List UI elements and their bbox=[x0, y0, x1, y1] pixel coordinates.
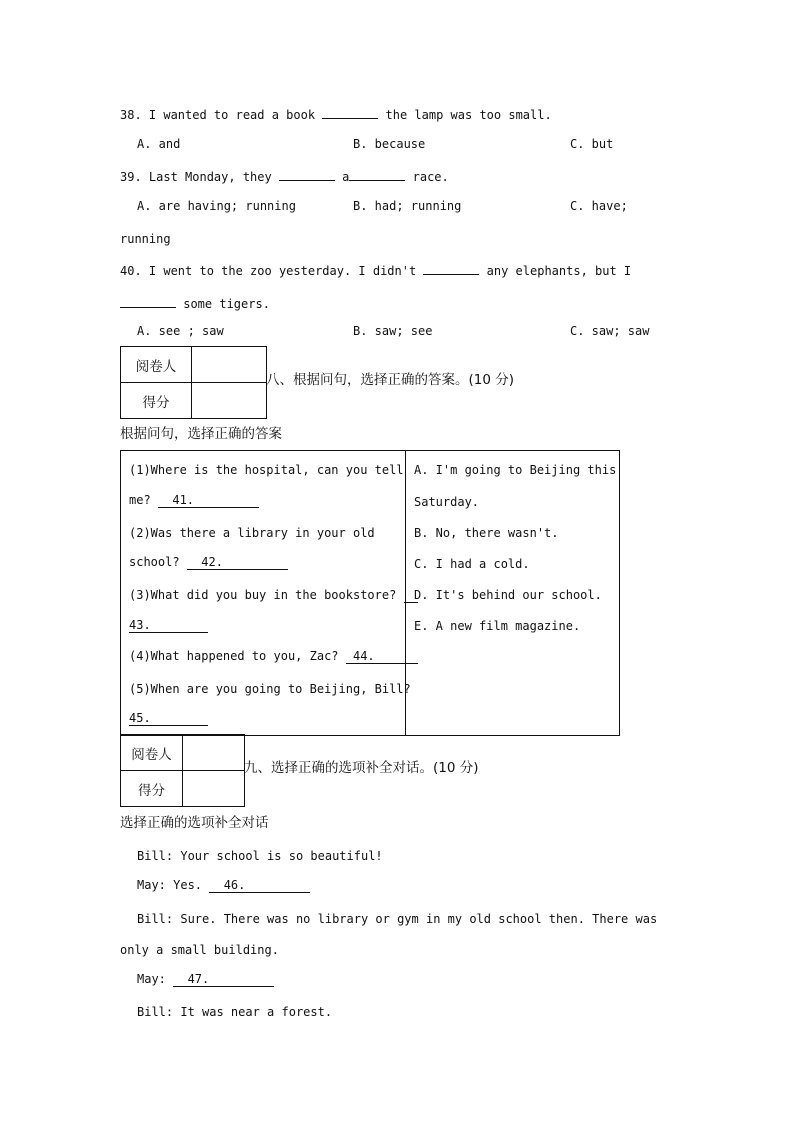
dialog-line: Bill: Your school is so beautiful! bbox=[137, 849, 383, 863]
score-label: 得分 bbox=[121, 383, 192, 419]
option-a: A. are having; running bbox=[137, 199, 296, 213]
match-answer-a-cont: Saturday. bbox=[414, 495, 480, 509]
answer-blank bbox=[120, 295, 176, 308]
score-box bbox=[120, 346, 267, 419]
grader-label: 阅卷人 bbox=[121, 735, 183, 771]
match-question-2-cont: school? 42. bbox=[129, 555, 288, 569]
match-question-5: (5)When are you going to Beijing, Bill? bbox=[129, 682, 418, 696]
answer-blank bbox=[423, 262, 479, 275]
option-b: B. saw; see bbox=[353, 324, 433, 338]
score-cell bbox=[183, 771, 245, 807]
option-c: C. saw; saw bbox=[570, 324, 650, 338]
dialog-line: May: Yes. 46. bbox=[137, 878, 310, 892]
answer-blank bbox=[322, 106, 378, 119]
option-b: B. because bbox=[353, 137, 426, 151]
option-b: B. had; running bbox=[353, 199, 462, 213]
option-c-wrap: running bbox=[120, 232, 171, 246]
answer-blank bbox=[349, 168, 405, 181]
match-answer-a: A. I'm going to Beijing this bbox=[414, 463, 617, 477]
grader-cell bbox=[192, 347, 267, 383]
dialog-line: May: 47. bbox=[137, 972, 274, 986]
match-question-3: (3)What did you buy in the bookstore? bbox=[129, 588, 418, 602]
dialog-line: Bill: Sure. There was no library or gym in my old school then. There was bbox=[137, 912, 658, 926]
answer-blank bbox=[279, 168, 335, 181]
match-answer-e: E. A new film magazine. bbox=[414, 619, 581, 633]
option-c: C. have; bbox=[570, 199, 628, 213]
match-question-2: (2)Was there a library in your old bbox=[129, 526, 375, 540]
match-question-5-cont: 45. bbox=[129, 711, 208, 725]
dialog-line: only a small building. bbox=[120, 943, 279, 957]
grader-label: 阅卷人 bbox=[121, 347, 192, 383]
section-instruction: 根据问句，选择正确的答案 bbox=[120, 426, 282, 442]
score-label: 得分 bbox=[121, 771, 183, 807]
question-39: 39. Last Monday, they a race. bbox=[120, 170, 449, 184]
match-answer-c: C. I had a cold. bbox=[414, 557, 530, 571]
option-a: A. and bbox=[137, 137, 181, 151]
option-a: A. see ; saw bbox=[137, 324, 224, 338]
question-40-cont: some tigers. bbox=[120, 295, 270, 311]
match-question-3-cont: 43. bbox=[129, 618, 208, 632]
match-question-1: (1)Where is the hospital, can you tell bbox=[129, 463, 404, 477]
score-box bbox=[120, 734, 245, 807]
match-question-4: (4)What happened to you, Zac? 44. bbox=[129, 649, 418, 663]
grader-cell bbox=[183, 735, 245, 771]
question-40: 40. I went to the zoo yesterday. I didn't any elephants, but I bbox=[120, 264, 632, 278]
section-instruction: 选择正确的选项补全对话 bbox=[120, 815, 269, 831]
match-answer-d: D. It's behind our school. bbox=[414, 588, 602, 602]
score-cell bbox=[192, 383, 267, 419]
option-c: C. but bbox=[570, 137, 614, 151]
section-title: 八、根据问句，选择正确的答案。(10 分) bbox=[266, 372, 515, 388]
match-question-1-cont: me? 41. bbox=[129, 493, 259, 507]
match-answer-b: B. No, there wasn't. bbox=[414, 526, 559, 540]
section-title: 九、选择正确的选项补全对话。(10 分) bbox=[244, 760, 479, 776]
question-38: 38. I wanted to read a book the lamp was too small. bbox=[120, 108, 552, 122]
dialog-line: Bill: It was near a forest. bbox=[137, 1005, 333, 1019]
